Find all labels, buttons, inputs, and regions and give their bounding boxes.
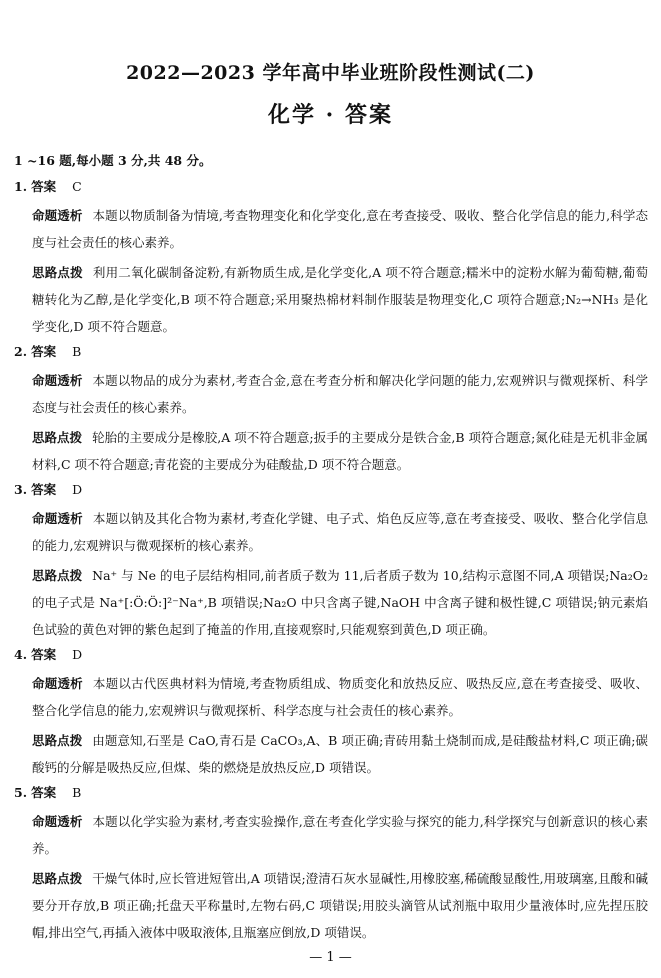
answer-value: C	[72, 179, 82, 194]
answer-line	[14, 646, 648, 666]
answer-line	[14, 343, 648, 363]
analysis-text: 本题以物品的成分为素材,考查合金,意在考查分析和解决化学问题的能力,宏观辨识与微观探析、科学态度与社会责任的核心素养。	[32, 373, 648, 415]
analysis-text: 本题以钠及其化合物为素材,考查化学键、电子式、焰色反应等,意在考查接受、吸收、整合化学信息的能力,宏观辨识与微观探析的核心素养。	[32, 511, 648, 553]
analysis-text: 本题以化学实验为素材,考查实验操作,意在考查化学实验与探究的能力,科学探究与创新意识的核心素养。	[32, 814, 648, 856]
analysis-label: 命题透析	[32, 511, 83, 526]
hint-label: 思路点拨	[32, 265, 83, 280]
question-number: 1.	[14, 179, 28, 194]
hint-text: 由题意知,石垩是 CaO,青石是 CaCO₃,A、B 项正确;青砖用黏土烧制而成,是硅酸盐材料,C 项正确;碳酸钙的分解是吸热反应,但煤、柴的燃烧是放热反应,D 项错误。	[32, 733, 648, 775]
section-intro: 1 ~16 题,每小题 3 分,共 48 分。	[14, 153, 212, 168]
analysis-paragraph	[14, 367, 648, 421]
page-number: — 1 —	[309, 950, 352, 965]
question-4	[14, 646, 648, 781]
question-2	[14, 343, 648, 478]
hint-text: 干燥气体时,应长管进短管出,A 项错误;澄清石灰水显碱性,用橡胶塞,稀硫酸显酸性,用玻璃塞,且酸和碱要分开存放,B 项正确;托盘天平称量时,左物右码,C 项错误;用胶头滴管从试剂瓶中取用少量液体时,应先捏压胶帽,排出空气,再插入液体中吸取液体,且瓶塞应倒放,D 项错误。	[32, 871, 648, 940]
answer-list	[14, 178, 648, 949]
analysis-label: 命题透析	[32, 814, 83, 829]
answer-label: 答案	[31, 482, 57, 497]
question-number: 4.	[14, 647, 28, 662]
hint-paragraph	[14, 865, 648, 946]
hint-paragraph	[14, 562, 648, 643]
hint-paragraph	[14, 727, 648, 781]
analysis-text: 本题以古代医典材料为情境,考查物质组成、物质变化和放热反应、吸热反应,意在考查接受、吸收、整合化学信息的能力,宏观辨识与微观探析、科学态度与社会责任的核心素养。	[32, 676, 648, 718]
question-number: 3.	[14, 482, 28, 497]
answer-line	[14, 178, 648, 198]
hint-label: 思路点拨	[32, 430, 83, 445]
answer-value: D	[72, 647, 83, 662]
question-3	[14, 481, 648, 643]
answer-line	[14, 481, 648, 501]
question-1	[14, 178, 648, 340]
hint-paragraph	[14, 424, 648, 478]
hint-label: 思路点拨	[32, 733, 83, 748]
hint-text: 轮胎的主要成分是橡胶,A 项不符合题意;扳手的主要成分是铁合金,B 项符合题意;氮化硅是无机非金属材料,C 项不符合题意;青花瓷的主要成分为硅酸盐,D 项不符合题意。	[32, 430, 648, 472]
hint-text: 利用二氧化碳制备淀粉,有新物质生成,是化学变化,A 项不符合题意;糯米中的淀粉水解为葡萄糖,葡萄糖转化为乙醇,是化学变化,B 项不符合题意;采用聚热棉材料制作服装是物理变化,C 项符合题意;N₂→NH₃ 是化学变化,D 项不符合题意。	[32, 265, 648, 334]
analysis-paragraph	[14, 202, 648, 256]
answer-value: B	[72, 344, 82, 359]
answer-value: D	[72, 482, 83, 497]
question-5	[14, 784, 648, 946]
analysis-paragraph	[14, 670, 648, 724]
answer-value: B	[72, 785, 82, 800]
answer-line	[14, 784, 648, 804]
analysis-text: 本题以物质制备为情境,考查物理变化和化学变化,意在考查接受、吸收、整合化学信息的能力,科学态度与社会责任的核心素养。	[32, 208, 648, 250]
hint-label: 思路点拨	[32, 568, 83, 583]
question-number: 5.	[14, 785, 28, 800]
page-title: 2022—2023 学年高中毕业班阶段性测试(二)	[126, 62, 535, 84]
analysis-label: 命题透析	[32, 676, 83, 691]
hint-label: 思路点拨	[32, 871, 83, 886]
answer-label: 答案	[31, 344, 57, 359]
question-number: 2.	[14, 344, 28, 359]
analysis-label: 命题透析	[32, 208, 83, 223]
answer-label: 答案	[31, 179, 57, 194]
answer-label: 答案	[31, 647, 57, 662]
analysis-label: 命题透析	[32, 373, 83, 388]
hint-paragraph	[14, 259, 648, 340]
hint-text: Na⁺ 与 Ne 的电子层结构相同,前者质子数为 11,后者质子数为 10,结构示意图不同,A 项错误;Na₂O₂ 的电子式是 Na⁺[:Ö:Ö:]²⁻Na⁺,B 项错误;Na₂O 中只含离子键,NaOH 中含离子键和极性键,C 项错误;钠元素焰色试验的黄色对钾的紫色起到了掩盖的作用,直接观察时,只能观察到黄色,D 项正确。	[32, 568, 648, 637]
analysis-paragraph	[14, 808, 648, 862]
analysis-paragraph	[14, 505, 648, 559]
page-subtitle: 化学 · 答案	[268, 102, 393, 128]
answer-label: 答案	[31, 785, 57, 800]
